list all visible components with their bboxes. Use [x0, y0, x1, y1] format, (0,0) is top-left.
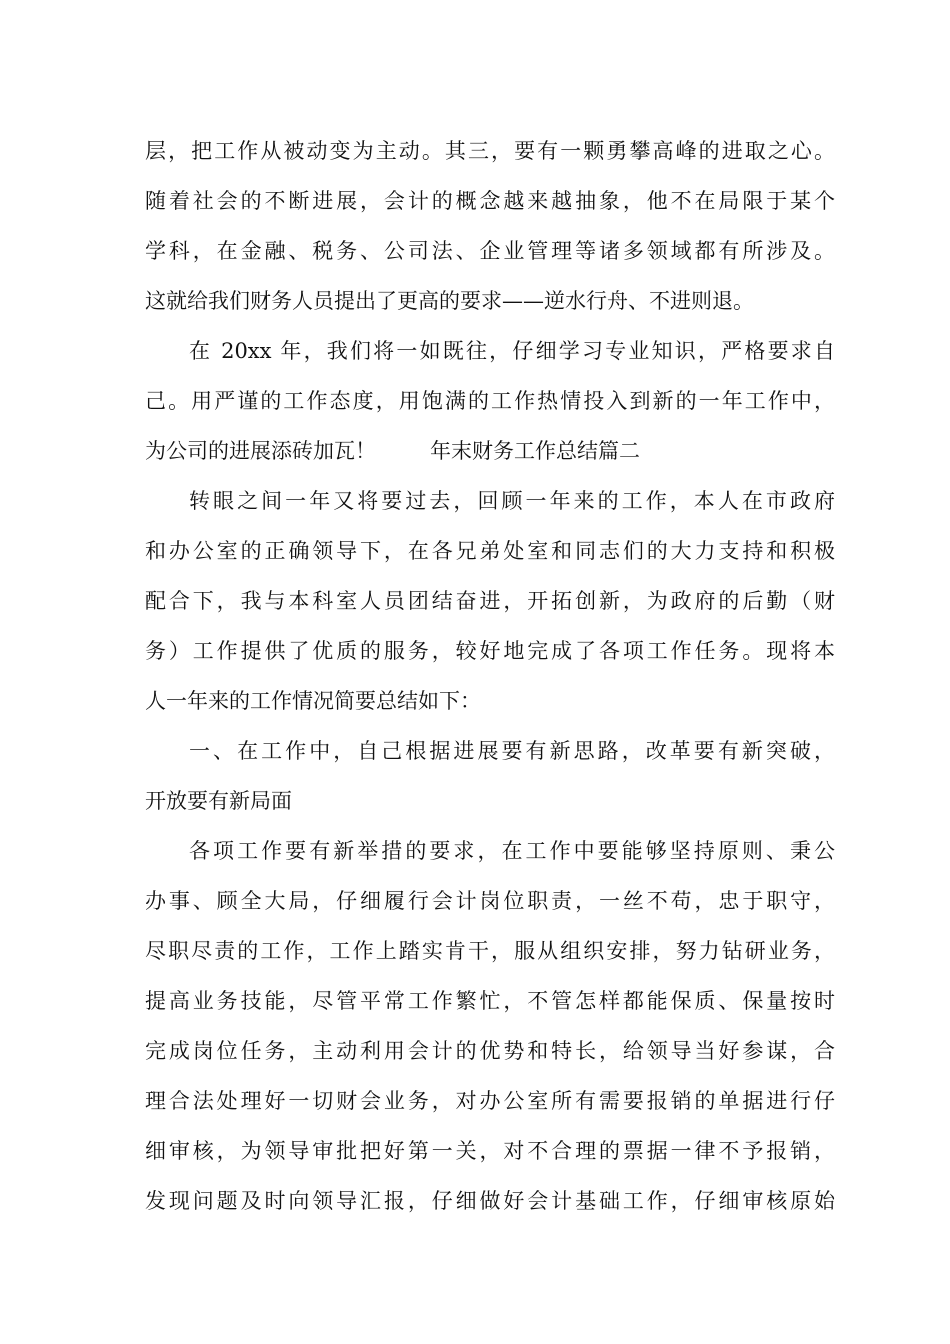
paragraph-line: 和办公室的正确领导下，在各兄弟处室和同志们的大力支持和积极	[145, 539, 835, 563]
paragraph-line: 发现问题及时向领导汇报，仔细做好会计基础工作，仔细审核原始	[145, 1189, 835, 1213]
paragraph-line: 在 20xx 年，我们将一如既往，仔细学习专业知识，严格要求自	[189, 339, 835, 363]
paragraph-line: 人一年来的工作情况简要总结如下：	[145, 689, 481, 713]
paragraph-line: 完成岗位任务，主动利用会计的优势和特长，给领导当好参谋，合	[145, 1039, 835, 1063]
paragraph-line: 务）工作提供了优质的服务，较好地完成了各项工作任务。现将本	[145, 639, 835, 663]
paragraph-line: 配合下，我与本科室人员团结奋进，开拓创新，为政府的后勤（财	[145, 589, 835, 613]
paragraph-line: 办事、顾全大局，仔细履行会计岗位职责，一丝不苟，忠于职守，	[145, 889, 835, 913]
paragraph-line: 己。用严谨的工作态度，用饱满的工作热情投入到新的一年工作中，	[145, 389, 835, 413]
paragraph-line: 提高业务技能，尽管平常工作繁忙，不管怎样都能保质、保量按时	[145, 989, 835, 1013]
subheading-line: 开放要有新局面	[145, 789, 292, 813]
paragraph-line-with-heading	[145, 426, 835, 476]
section-heading: 年末财务工作总结篇二	[430, 439, 640, 463]
subheading-line: 一、在工作中，自己根据进展要有新思路，改革要有新突破，	[189, 739, 835, 763]
paragraph-line: 转眼之间一年又将要过去，回顾一年来的工作，本人在市政府	[189, 489, 835, 513]
paragraph-line: 各项工作要有新举措的要求，在工作中要能够坚持原则、秉公	[189, 839, 835, 863]
document-body	[145, 126, 835, 1226]
paragraph-line: 随着社会的不断进展，会计的概念越来越抽象，他不在局限于某个	[145, 189, 835, 213]
paragraph-line-text: 为公司的进展添砖加瓦！	[145, 439, 376, 463]
paragraph-line: 理合法处理好一切财会业务，对办公室所有需要报销的单据进行仔	[145, 1089, 835, 1113]
paragraph-line: 细审核，为领导审批把好第一关，对不合理的票据一律不予报销，	[145, 1139, 835, 1163]
paragraph-line: 尽职尽责的工作，工作上踏实肯干，服从组织安排，努力钻研业务，	[145, 939, 835, 963]
paragraph-line: 层，把工作从被动变为主动。其三，要有一颗勇攀高峰的进取之心。	[145, 139, 835, 163]
paragraph-line: 这就给我们财务人员提出了更高的要求——逆水行舟、不进则退。	[145, 289, 754, 313]
paragraph-line: 学科，在金融、税务、公司法、企业管理等诸多领域都有所涉及。	[145, 239, 835, 263]
